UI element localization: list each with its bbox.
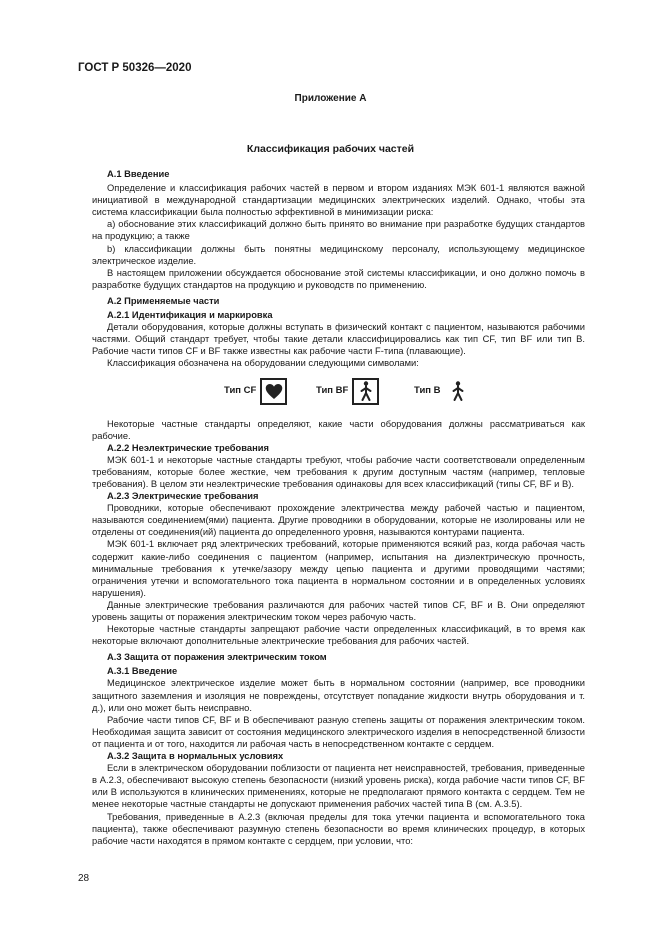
heart-icon bbox=[260, 378, 287, 405]
paragraph: В настоящем приложении обсуждается обоснование этой системы классификации, и оно должно помочь в разработке будущих стандартов на продукцию и руководств по применению. bbox=[92, 267, 585, 290]
paragraph: Если в электрическом оборудовании поблизости от пациента нет неисправностей, требования, приведенные в А.2.3, обеспечивают высокую степень безопасности (низкий уровень риска), когда рабочие части типов CF, BF или B используются в клинических применениях, которые не предполагают прямого контакта с сердцем. Тем не менее некоторые частные стандарты не допускают применения рабочих частей типа B (см. А.3.5). bbox=[92, 763, 585, 810]
paragraph: Рабочие части типов CF, BF и B обеспечивают разную степень защиты от поражения электрическим током. Необходимая защита зависит от состояния медицинского электрического изделия в непосредственной близости от пациента и от того, находится ли рабочая часть в непосредственном контакте с сердцем. bbox=[92, 714, 585, 749]
person-icon bbox=[445, 378, 472, 405]
symbols-row bbox=[92, 370, 585, 418]
annex-label: Приложение А bbox=[294, 93, 367, 104]
paragraph: Проводники, которые обеспечивают прохождение электричества между рабочей частью и пациентом, называются соединением(ями) пациента. Другие проводники в оборудовании, которые не изолированы или не отделены от соединения(ий) пациента до определенного уровня, называются контурами пациента. bbox=[92, 503, 585, 538]
paragraph: Детали оборудования, которые должны вступать в физический контакт с пациентом, называются рабочими частями. Общий стандарт требует, чтобы такие детали классифицировались как тип CF, тип BF или тип B. Рабочие части типов CF и BF также известны как рабочие части F-типа (плавающие). bbox=[92, 322, 585, 357]
page-title: Классификация рабочих частей bbox=[246, 143, 415, 155]
section-heading-a1: А.1 Введение bbox=[107, 169, 170, 179]
paragraph: Требования, приведенные в А.2.3 (включая пределы для тока утечки пациента и вспомогательного тока пациента), также обеспечивают разумную степень безопасности во время клинических процедур, в которых рабочие части находятся в прямом контакте с сердцем, при условии, что: bbox=[92, 811, 585, 846]
page-number: 28 bbox=[78, 873, 90, 884]
paragraph: Некоторые частные стандарты запрещают рабочие части определенных классификаций, в то время как некоторые включают дополнительные электрические требования для рабочих частей. bbox=[92, 624, 585, 647]
subsection-heading-a23: А.2.3 Электрические требования bbox=[107, 491, 259, 502]
symbol-label: Тип B bbox=[414, 384, 441, 396]
document-id: ГОСТ Р 50326—2020 bbox=[78, 62, 192, 74]
subsection-heading-a21: А.2.1 Идентификация и маркировка bbox=[107, 310, 273, 321]
symbol-label: Тип BF bbox=[316, 384, 349, 396]
paragraph: Данные электрические требования различаются для рабочих частей типов CF, BF и B. Они определяют уровень защиты от поражения электрическим током через рабочую часть. bbox=[92, 599, 585, 622]
symbol-type-bf bbox=[316, 378, 379, 405]
subsection-heading-a32: А.3.2 Защита в нормальных условиях bbox=[107, 751, 284, 762]
symbol-type-cf bbox=[224, 378, 287, 405]
paragraph: Классификация обозначена на оборудовании следующими символами: bbox=[107, 358, 419, 369]
person-icon bbox=[352, 378, 379, 405]
subsection-heading-a31: А.3.1 Введение bbox=[107, 666, 178, 677]
body-text bbox=[92, 168, 585, 847]
list-item-a: а) обоснование этих классификаций должно быть принято во внимание при разработке будущих стандартов на продукцию; а также bbox=[92, 219, 585, 242]
paragraph: МЭК 601-1 и некоторые частные стандарты требуют, чтобы рабочие части соответствовали определенным требованиям, которые более жесткие, чем требования к другим доступным частям (например, тепловые требования). В целом эти неэлектрические требования одинаковы для всех классификаций (типы CF, BF и B). bbox=[92, 454, 585, 489]
symbol-type-b bbox=[414, 378, 472, 405]
paragraph: Определение и классификация рабочих частей в первом и втором изданиях МЭК 601-1 являются важной инициативой в международной стандартизации медицинских электрических изделий. Однако, чтобы эта система классификации была полностью эффективной в минимизации риска: bbox=[92, 183, 585, 218]
section-heading-a2: А.2 Применяемые части bbox=[107, 295, 220, 306]
section-heading-a3: А.3 Защита от поражения электрическим током bbox=[107, 652, 327, 663]
subsection-heading-a22: А.2.2 Неэлектрические требования bbox=[107, 442, 269, 453]
symbol-label: Тип CF bbox=[224, 384, 257, 396]
paragraph: МЭК 601-1 включает ряд электрических требований, которые применяются всякий раз, когда рабочая часть содержит какие-либо соединения с пациентом (например, испытания на диэлектрическую прочность, минимальные требования к утечке/зазору между цепью пациента и другими проводящими частями; ограничения утечки и вспомогательного тока пациента в нормальном состоянии и в определенных условиях нарушения). bbox=[92, 539, 585, 598]
paragraph: Некоторые частные стандарты определяют, какие части оборудования должны рассматриваться как рабочие. bbox=[92, 418, 585, 441]
list-item-b: b) классификации должны быть понятны медицинскому персоналу, использующему медицинское электрическое изделие. bbox=[92, 243, 585, 266]
paragraph: Медицинское электрическое изделие может быть в нормальном состоянии (например, все проводники защитного заземления и изоляция не повреждены, отсутствует попадание жидкости внутрь оборудования и т. д.), или оно может быть неисправно. bbox=[92, 678, 585, 713]
